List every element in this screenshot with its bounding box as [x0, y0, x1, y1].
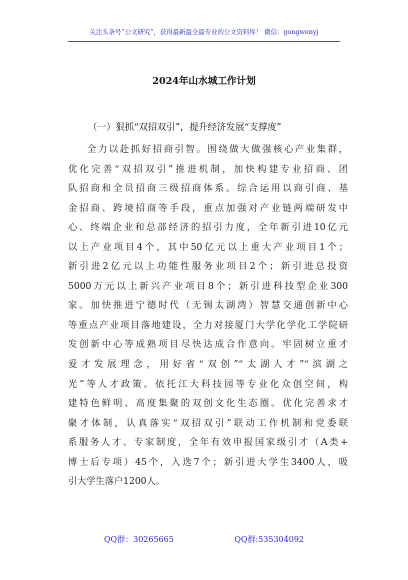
body-line: 家。加快推进宁德时代（无锡太湖湾）智慧交通创新中心 — [68, 300, 348, 312]
body-line: 光”等人才政策。依托江大科技园等专业化众创空间，构 — [68, 378, 348, 390]
header-rule — [68, 41, 340, 42]
body-line: 以上产业项目4个，其中50亿元以上重大产业项目1个； — [68, 241, 348, 253]
body-line: 5000万元以上新兴产业项目8个；新引进科技型企业300 — [68, 280, 348, 292]
promo-banner: 关注头条号“公文研究”，获得最新最全最专业的公文资料库！ 微信：gongwenyj — [89, 28, 319, 36]
body-line: 聚才体制，认真落实“双招双引”联动工作机制和党委联 — [68, 417, 348, 429]
section-heading: （一）狠抓“双招双引”，提升经济发展“支撑度” — [88, 122, 282, 133]
body-line: 发创新中心等成熟项目尽快达成合作意向。牢固树立重才 — [68, 339, 348, 351]
body-line: 系服务人才、专家制度，全年有效申报国家级引才（A类+ — [68, 437, 348, 449]
body-line: 新引进2亿元以上功能性服务业项目2个；新引进总投资 — [68, 261, 348, 273]
document-title: 2024年山水城工作计划 — [152, 76, 256, 87]
body-line: 博士后专项）45个，入选7个；新引进大学生3400人，吸 — [68, 456, 348, 468]
body-line: 建特色鲜明、高度集聚的双创文化生态圈。优化完善求才 — [68, 398, 348, 410]
footer-contact — [0, 534, 408, 545]
body-line: 心、终端企业和总部经济的招引力度，全年新引进10亿元 — [68, 222, 348, 234]
body-line: 队招商和全员招商三级招商体系。综合运用以商引商、基 — [68, 183, 348, 195]
body-line: 等重点产业项目落地建设，全力对接厦门大学化学化工学院研 — [68, 319, 348, 331]
body-line: 全力以赴抓好招商引智。围绕做大做强核心产业集群， — [87, 144, 348, 155]
body-line: 优化完善“双招双引”推进机制，加快构建专业招商、团 — [68, 163, 348, 175]
body-paragraph — [68, 140, 348, 492]
qq-group-1: QQ群：30265665 — [103, 535, 174, 544]
qq-group-2: QQ群:535304092 — [234, 535, 304, 544]
body-line: 爱才发展理念，用好省“双创”“太湖人才”“滨湖之 — [68, 359, 348, 371]
body-line: 引大学生落户1200人。 — [68, 476, 165, 488]
body-line: 金招商、跨境招商等手段，重点加强对产业链两端研发中 — [68, 202, 348, 214]
